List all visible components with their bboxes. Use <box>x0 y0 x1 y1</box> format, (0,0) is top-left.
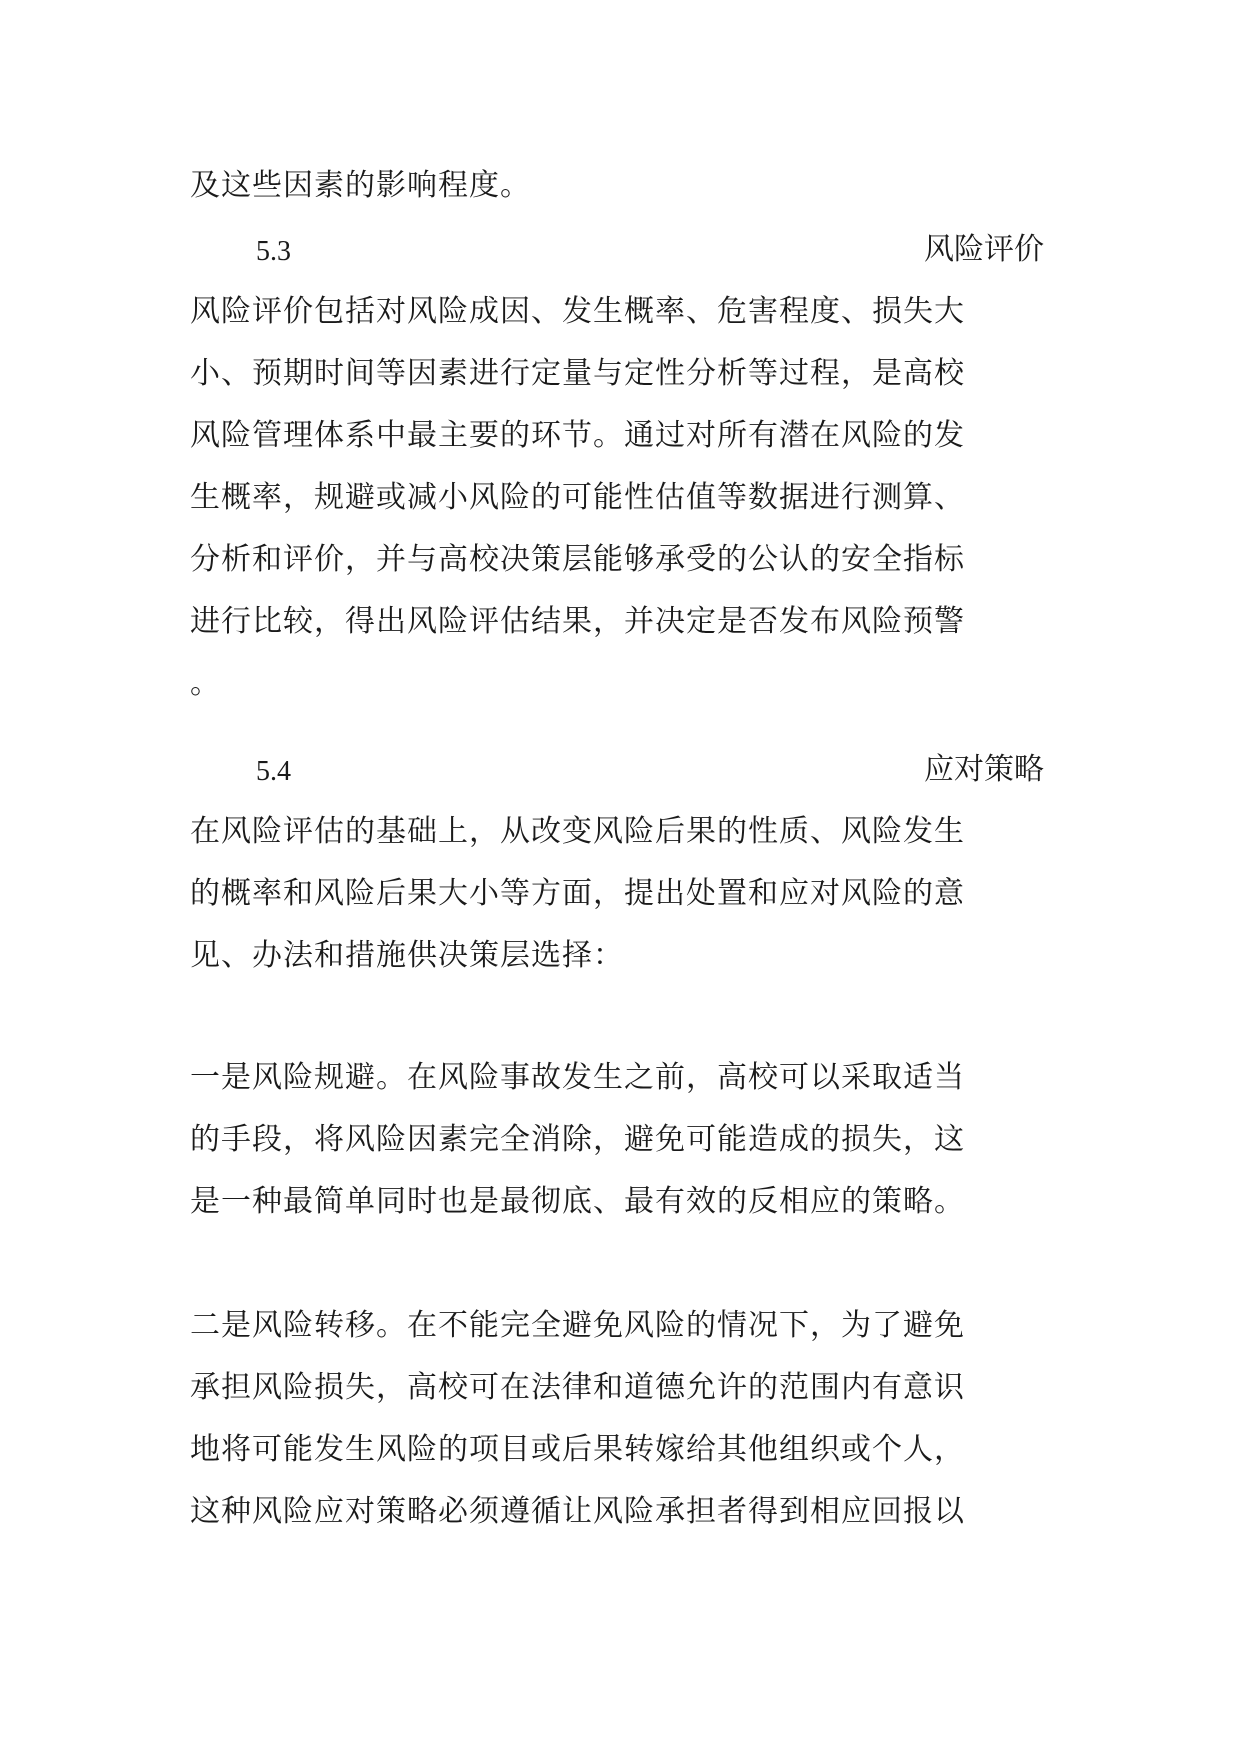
section-5-3-paragraph-line: 进行比较，得出风险评估结果，并决定是否发布风险预警 <box>190 604 965 639</box>
section-5-4-number: 5.4 <box>256 756 291 787</box>
section-5-3-paragraph-line: 生概率，规避或减小风险的可能性估值等数据进行测算、 <box>190 480 965 515</box>
section-5-3-paragraph-line: 分析和评价，并与高校决策层能够承受的公认的安全指标 <box>190 542 965 577</box>
strategy-2-line: 承担风险损失，高校可在法律和道德允许的范围内有意识 <box>190 1370 965 1405</box>
section-5-3-paragraph-line: 。 <box>190 666 221 701</box>
strategy-1-line: 一是风险规避。在风险事故发生之前，高校可以采取适当 <box>190 1060 965 1095</box>
section-5-4-paragraph-line: 见、办法和措施供决策层选择： <box>190 938 624 973</box>
section-5-4-paragraph-line: 在风险评估的基础上，从改变风险后果的性质、风险发生 <box>190 814 965 849</box>
strategy-2-line: 地将可能发生风险的项目或后果转嫁给其他组织或个人， <box>190 1432 965 1467</box>
intro-line: 及这些因素的影响程度。 <box>190 168 531 203</box>
strategy-2-line: 二是风险转移。在不能完全避免风险的情况下，为了避免 <box>190 1308 965 1343</box>
section-5-3-title: 风险评价 <box>924 232 1044 267</box>
section-5-3-paragraph-line: 风险评价包括对风险成因、发生概率、危害程度、损失大 <box>190 294 965 329</box>
strategy-1-line: 的手段，将风险因素完全消除，避免可能造成的损失，这 <box>190 1122 965 1157</box>
section-5-3-paragraph-line: 小、预期时间等因素进行定量与定性分析等过程，是高校 <box>190 356 965 391</box>
section-5-3-paragraph-line: 风险管理体系中最主要的环节。通过对所有潜在风险的发 <box>190 418 965 453</box>
section-5-4-paragraph-line: 的概率和风险后果大小等方面，提出处置和应对风险的意 <box>190 876 965 911</box>
section-5-3-number: 5.3 <box>256 236 291 267</box>
strategy-2-line: 这种风险应对策略必须遵循让风险承担者得到相应回报以 <box>190 1494 965 1529</box>
section-5-4-title: 应对策略 <box>924 752 1044 787</box>
strategy-1-line: 是一种最简单同时也是最彻底、最有效的反相应的策略。 <box>190 1184 965 1219</box>
